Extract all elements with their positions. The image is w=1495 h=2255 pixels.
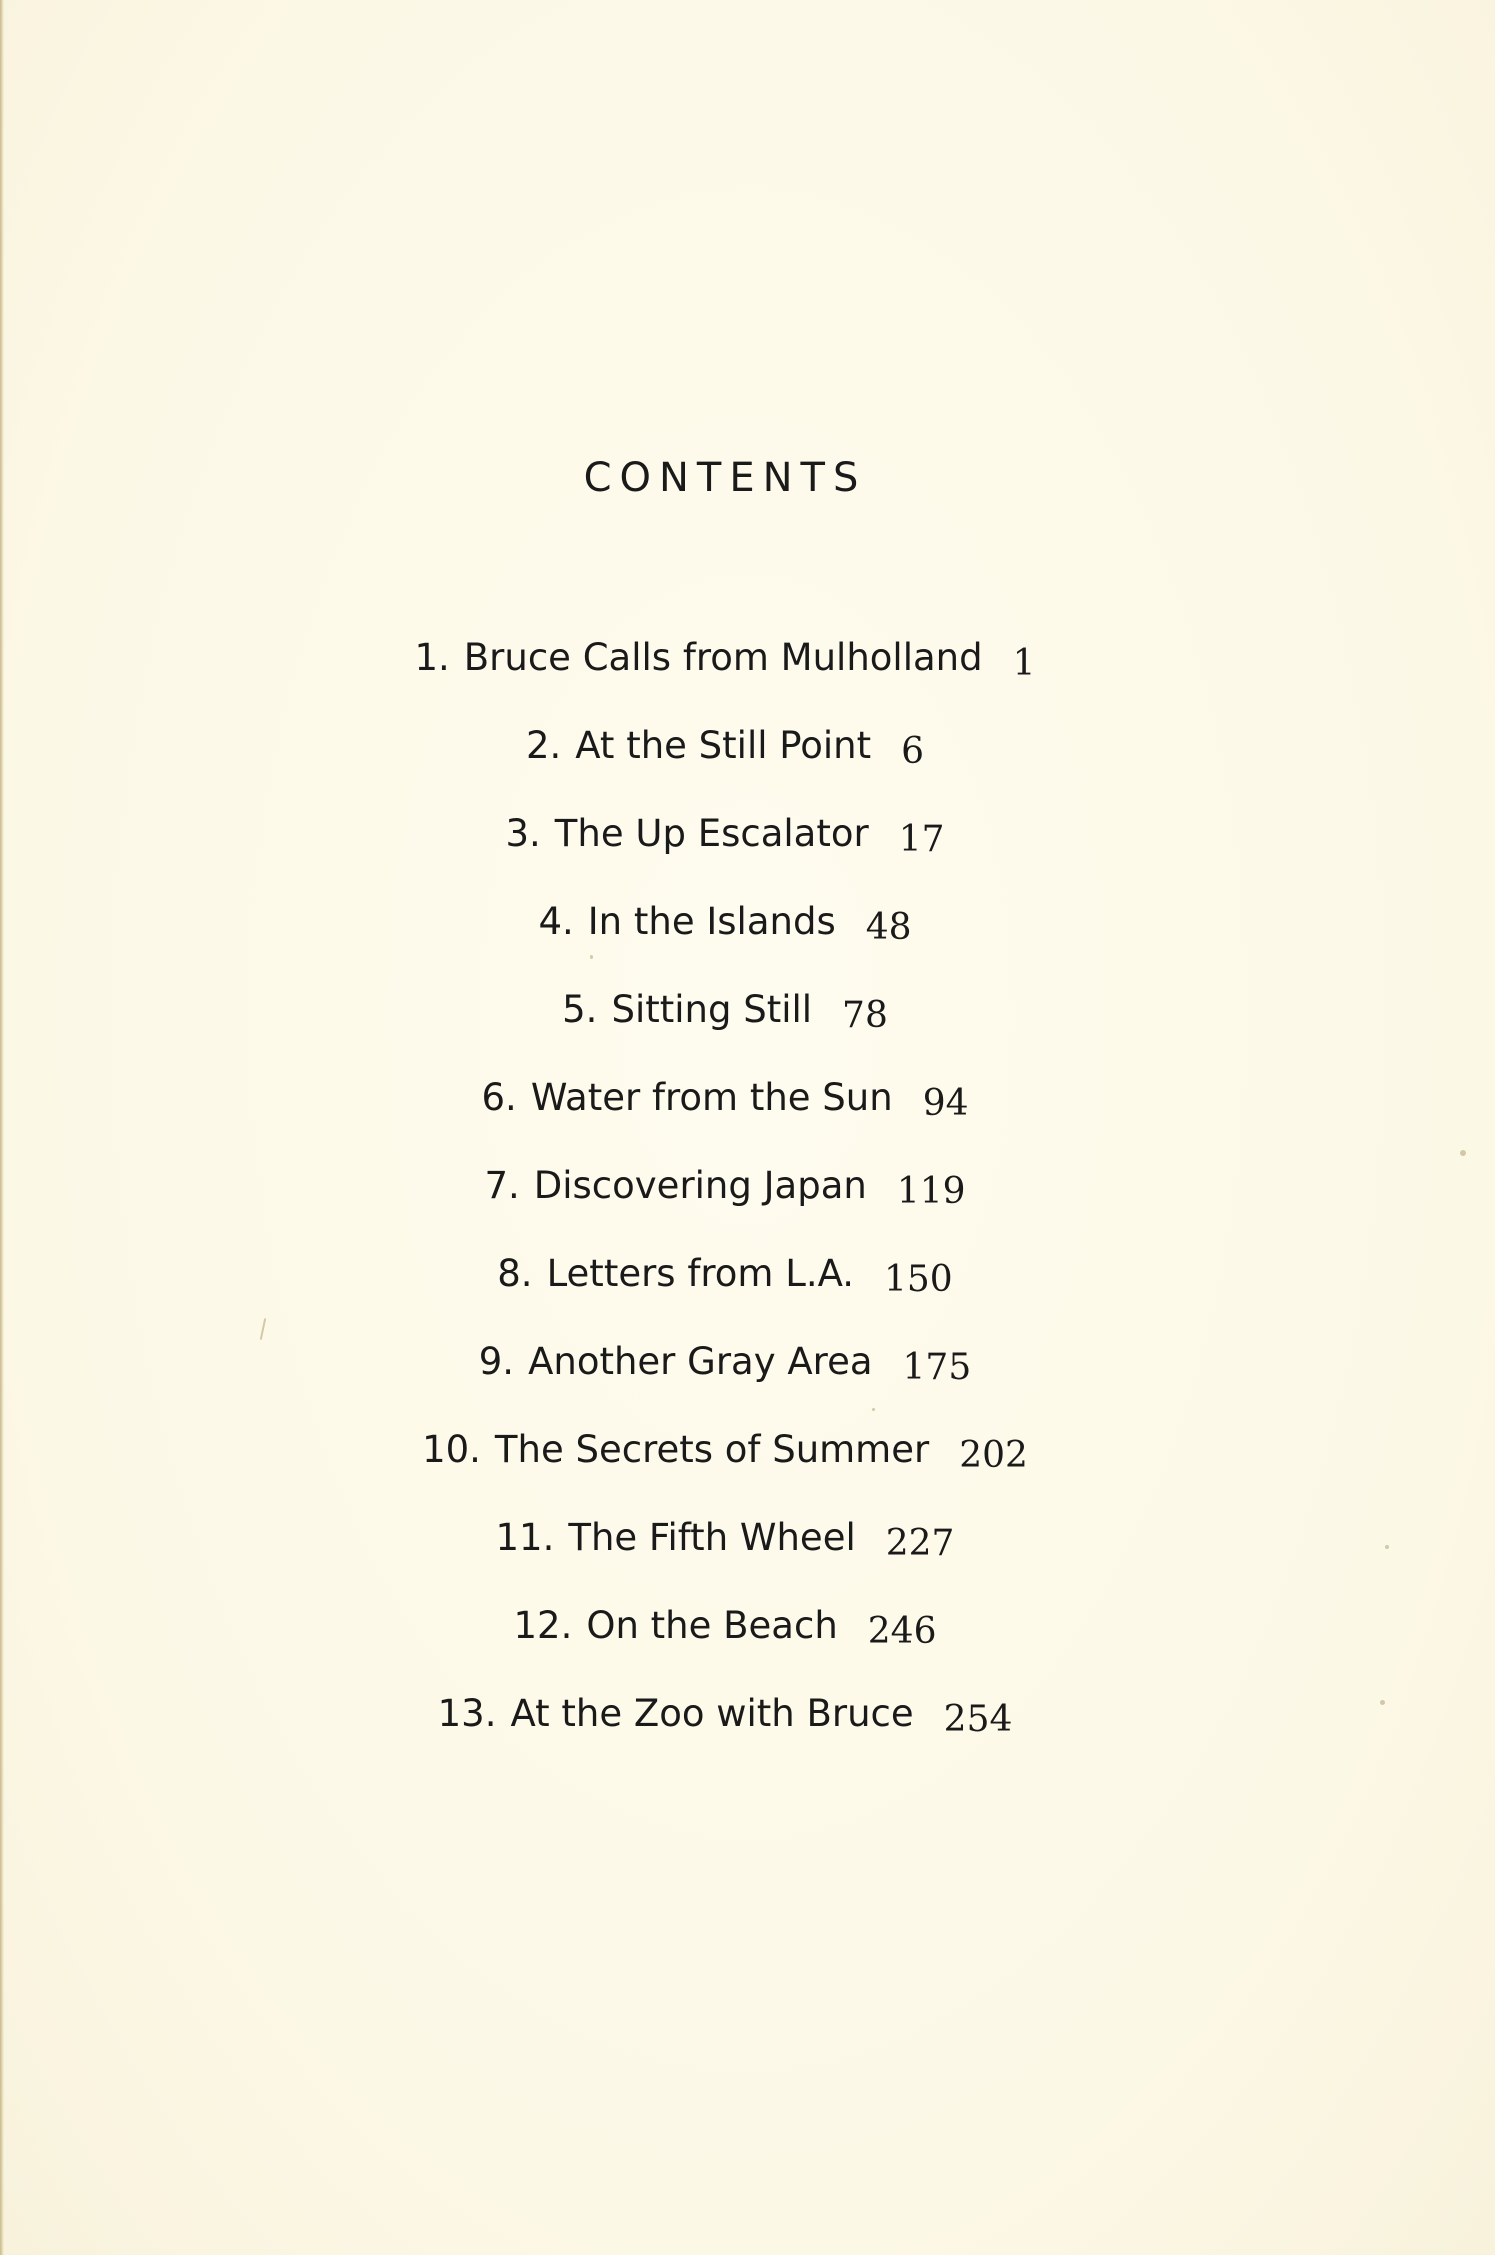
chapter-title: At the Zoo with Bruce: [510, 1692, 914, 1735]
chapter-title: At the Still Point: [575, 724, 872, 767]
chapter-page-number: 94: [922, 1083, 969, 1124]
chapter-title: The Up Escalator: [554, 812, 869, 855]
toc-entry: [0, 1334, 1450, 1422]
chapter-page-number: 6: [901, 731, 925, 772]
toc-entry: [0, 806, 1450, 894]
chapter-number: 3.: [505, 812, 541, 855]
toc-entry: [0, 1422, 1450, 1510]
paper-speck: [1460, 1150, 1466, 1156]
contents-heading: CONTENTS: [583, 455, 867, 501]
chapter-number: 5.: [562, 988, 598, 1031]
chapter-number: 11.: [495, 1516, 555, 1559]
toc-entry: [0, 894, 1450, 982]
toc-entry: [0, 718, 1450, 806]
chapter-number: 9.: [478, 1340, 515, 1383]
chapter-page-number: 78: [842, 995, 888, 1036]
chapter-number: 10.: [422, 1428, 481, 1471]
chapter-page-number: 150: [884, 1259, 953, 1300]
chapter-title: Discovering Japan: [533, 1164, 867, 1207]
chapter-title: The Secrets of Summer: [494, 1428, 930, 1471]
chapter-title: The Fifth Wheel: [568, 1516, 856, 1559]
chapter-title: Another Gray Area: [528, 1340, 873, 1383]
chapter-number: 13.: [437, 1692, 497, 1735]
chapter-number: 12.: [513, 1604, 573, 1647]
table-of-contents: [0, 630, 1450, 1774]
chapter-page-number: 202: [959, 1435, 1028, 1476]
toc-entry: [0, 1686, 1450, 1774]
chapter-page-number: 227: [885, 1523, 955, 1564]
chapter-page-number: 254: [943, 1699, 1013, 1740]
chapter-page-number: 246: [867, 1611, 937, 1652]
chapter-number: 4.: [538, 900, 574, 943]
toc-entry: [0, 630, 1450, 718]
chapter-page-number: 175: [902, 1347, 972, 1388]
toc-entry: [0, 1510, 1450, 1598]
paper-speck: [1380, 1700, 1385, 1705]
toc-entry: [0, 1246, 1450, 1334]
chapter-page-number: 17: [898, 819, 945, 860]
chapter-number: 8.: [497, 1252, 533, 1295]
toc-entry: [0, 982, 1450, 1070]
chapter-title: Water from the Sun: [530, 1076, 893, 1119]
chapter-page-number: 119: [896, 1171, 966, 1212]
chapter-title: Letters from L.A.: [546, 1252, 854, 1295]
chapter-title: Bruce Calls from Mulholland: [463, 636, 983, 679]
chapter-number: 6.: [481, 1076, 517, 1119]
paper-speck: [590, 955, 593, 959]
toc-entry: [0, 1070, 1450, 1158]
chapter-page-number: 48: [865, 907, 912, 948]
chapter-number: 7.: [484, 1164, 520, 1207]
paper-speck: [1385, 1545, 1389, 1549]
chapter-title: Sitting Still: [611, 988, 813, 1031]
toc-entry: [0, 1158, 1450, 1246]
chapter-title: In the Islands: [587, 900, 836, 943]
chapter-title: On the Beach: [586, 1604, 838, 1647]
toc-entry: [0, 1598, 1450, 1686]
chapter-number: 2.: [525, 724, 562, 767]
chapter-number: 1.: [414, 636, 450, 679]
paper-speck: [872, 1408, 875, 1411]
chapter-page-number: 1: [1012, 643, 1036, 684]
